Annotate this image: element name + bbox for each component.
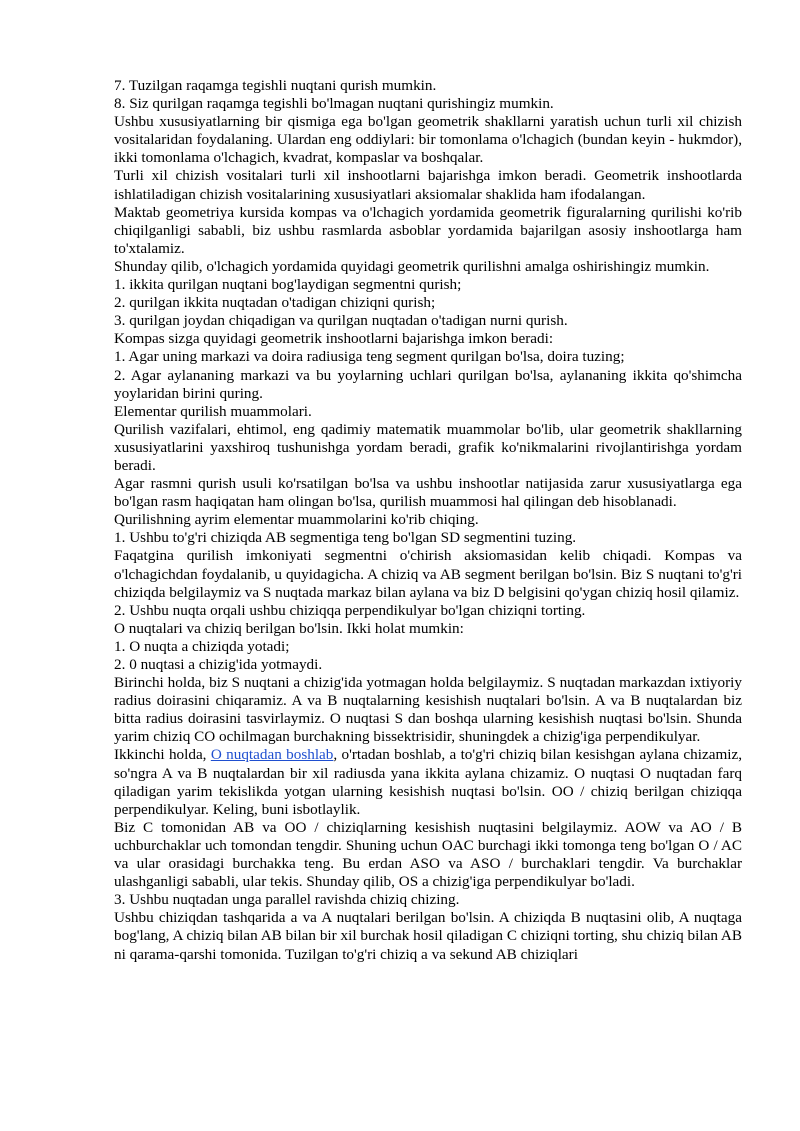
paragraph-solved-definition: Agar rasmni qurish usuli ko'rsatilgan bo'lsa va ushbu inshootlar natijasida zarur xususiyatlarga ega bo'lgan rasm haqiqatan ham olingan bo'lsa, qurilish muammosi hal qilingan deb hisoblanadi. <box>114 475 742 511</box>
case-item-2: 2. 0 nuqtasi a chizig'ida yotmaydi. <box>114 656 323 673</box>
paragraph-second-case <box>114 746 742 818</box>
case-item-1: 1. O nuqta a chiziqda yotadi; <box>114 637 290 655</box>
ruler-item-2: 2. qurilgan ikkita nuqtadan o'tadigan chiziqni qurish; <box>114 294 436 312</box>
problem-3-title: 3. Ushbu nuqtadan unga parallel ravishda chiziq chizing. <box>114 891 460 909</box>
list-item-7: 7. Tuzilgan raqamga tegishli nuqtani qurish mumkin. <box>114 77 437 94</box>
compass-item-1: 1. Agar uning markazi va doira radiusiga teng segment qurilgan bo'lsa, doira tuzing; <box>114 348 625 366</box>
paragraph-school-geometry: Maktab geometriya kursida kompas va o'lchagich yordamida geometrik figuralarning qurilishi ko'rib chiqilganligi sababli, biz ushbu rasmlarda asboblar yordamida bajarilgan asosiy inshootlarga ham to'xtalamiz. <box>114 203 742 257</box>
second-case-lead: Ikkinchi holda, <box>114 746 211 764</box>
problem-2-title: 2. Ushbu nuqta orqali ushbu chiziqqa perpendikulyar bo'lgan chiziqni torting. <box>114 601 586 619</box>
section-heading-elementary: Elementar qurilish muammolari. <box>114 402 312 420</box>
compass-item-2: 2. Agar aylananing markazi va bu yoylarning uchlari qurilgan bo'lsa, aylananing ikkita qo'shimcha yoylaridan birini quring. <box>114 366 742 402</box>
document-page <box>114 77 742 964</box>
ruler-item-1: 1. ikkita qurilgan nuqtani bog'laydigan segmentni qurish; <box>114 276 462 294</box>
problem-1-solution: Faqatgina qurilish imkoniyati segmentni o'chirish aksiomasidan kelib chiqadi. Kompas va o'lchagichdan foydalanib, u quyidagicha. A chiziq va AB segment berilgan bo'lsin. Biz S nuqtani to'g'ri chiziqda belgilaymiz va S nuqtada markaz bilan aylana va biz D belgisini qo'ygan chiziq hosil qilamiz. <box>114 547 742 601</box>
paragraph-consider: Qurilishning ayrim elementar muammolarini ko'rib chiqing. <box>114 511 479 529</box>
paragraph-ruler-intro: Shunday qilib, o'lchagich yordamida quyidagi geometrik qurilishni amalga oshirishingiz mumkin. <box>114 257 710 275</box>
paragraph-compass-intro: Kompas sizga quyidagi geometrik inshootlarni bajarishga imkon beradi: <box>114 330 554 348</box>
ruler-item-3: 3. qurilgan joydan chiqadigan va qurilgan nuqtadan o'tadigan nurni qurish. <box>114 312 568 330</box>
list-item-8: 8. Siz qurilgan raqamga tegishli bo'lmagan nuqtani qurishingiz mumkin. <box>114 95 554 113</box>
paragraph-tool-properties: Turli xil chizish vositalari turli xil inshootlarni bajarishga imkon beradi. Geometrik inshootlarda ishlatiladigan chizish vositalarining xususiyatlari aksiomalar shaklida ham ifodalangan. <box>114 167 742 203</box>
hyperlink-o-nuqtadan-boshlab[interactable]: O nuqtadan boshlab <box>210 746 334 764</box>
problem-2-given: O nuqtalari va chiziq berilgan bo'lsin. Ikki holat mumkin: <box>114 619 464 637</box>
paragraph-first-case: Birinchi holda, biz S nuqtani a chizig'ida yotmagan holda belgilaymiz. S nuqtadan markazdan ixtiyoriy radius doirasini chiqaramiz. A va B nuqtalarning kesishish nuqtalari bo'lsin. A va B nuqtalardan biz bitta radius doirasini tasvirlaymiz. O nuqtasi S dan boshqa ularning kesishish nuqtasi bo'lsin. Shunda yarim chiziq CO ochilmagan burchakning bissektrisidir, shuningdek a chizig'iga perpendikulyar. <box>114 674 742 746</box>
second-case-rest: , o'rtadan boshlab, a to'g'ri chiziq bilan kesishgan aylana chizamiz, so'ngra A va B nuqtalardan bir xil radiusda yana ikkita aylana chizamiz. O nuqtasi O nuqtadan farq qiladigan yarim tekislikda yotgan ularning kesishish nuqtasi bo'lsin. OO / chiziq berilgan chiziqqa perpendikulyar. Keling, buni isbotlaylik. <box>114 746 743 818</box>
paragraph-drawing-tools: Ushbu xususiyatlarning bir qismiga ega bo'lgan geometrik shakllarni yaratish uchun turli xil chizish vositalaridan foydalaning. Ulardan eng oddiylari: bir tomonlama o'lchagich (bundan keyin - hukmdor), ikki tomonlama o'lchagich, kvadrat, kompaslar va boshqalar. <box>114 113 742 167</box>
problem-3-solution: Ushbu chiziqdan tashqarida a va A nuqtalari berilgan bo'lsin. A chiziqda B nuqtasini olib, A nuqtaga bog'lang, A chiziq bilan AB bilan bir xil burchak hosil qiladigan C chiziqni torting, shu chiziq bilan AB ni qarama-qarshi tomonida. Tuzilgan to'g'ri chiziq a va sekund AB chiziqlari <box>114 909 742 963</box>
problem-1-title: 1. Ushbu to'g'ri chiziqda AB segmentiga teng bo'lgan SD segmentini tuzing. <box>114 529 577 547</box>
paragraph-proof: Biz C tomonidan AB va OO / chiziqlarning kesishish nuqtasini belgilaymiz. AOW va AO / B uchburchaklar uch tomondan tengdir. Shuning uchun OAC burchagi ikki tomonga teng bo'lgan O / AC va ular orasidagi burchakka teng. Bu erdan ASO va ASO / burchaklari tengdir. Va burchaklar ulashganligi sababli, ular tekis. Shunday qilib, OS a chizig'iga perpendikulyar bo'ladi. <box>114 818 742 891</box>
paragraph-construction-tasks: Qurilish vazifalari, ehtimol, eng qadimiy matematik muammolar bo'lib, ular geometrik shakllarning xususiyatlarini yaxshiroq tushunishga yordam beradi, grafik ko'nikmalarini rivojlantirishga yordam beradi. <box>114 420 742 474</box>
